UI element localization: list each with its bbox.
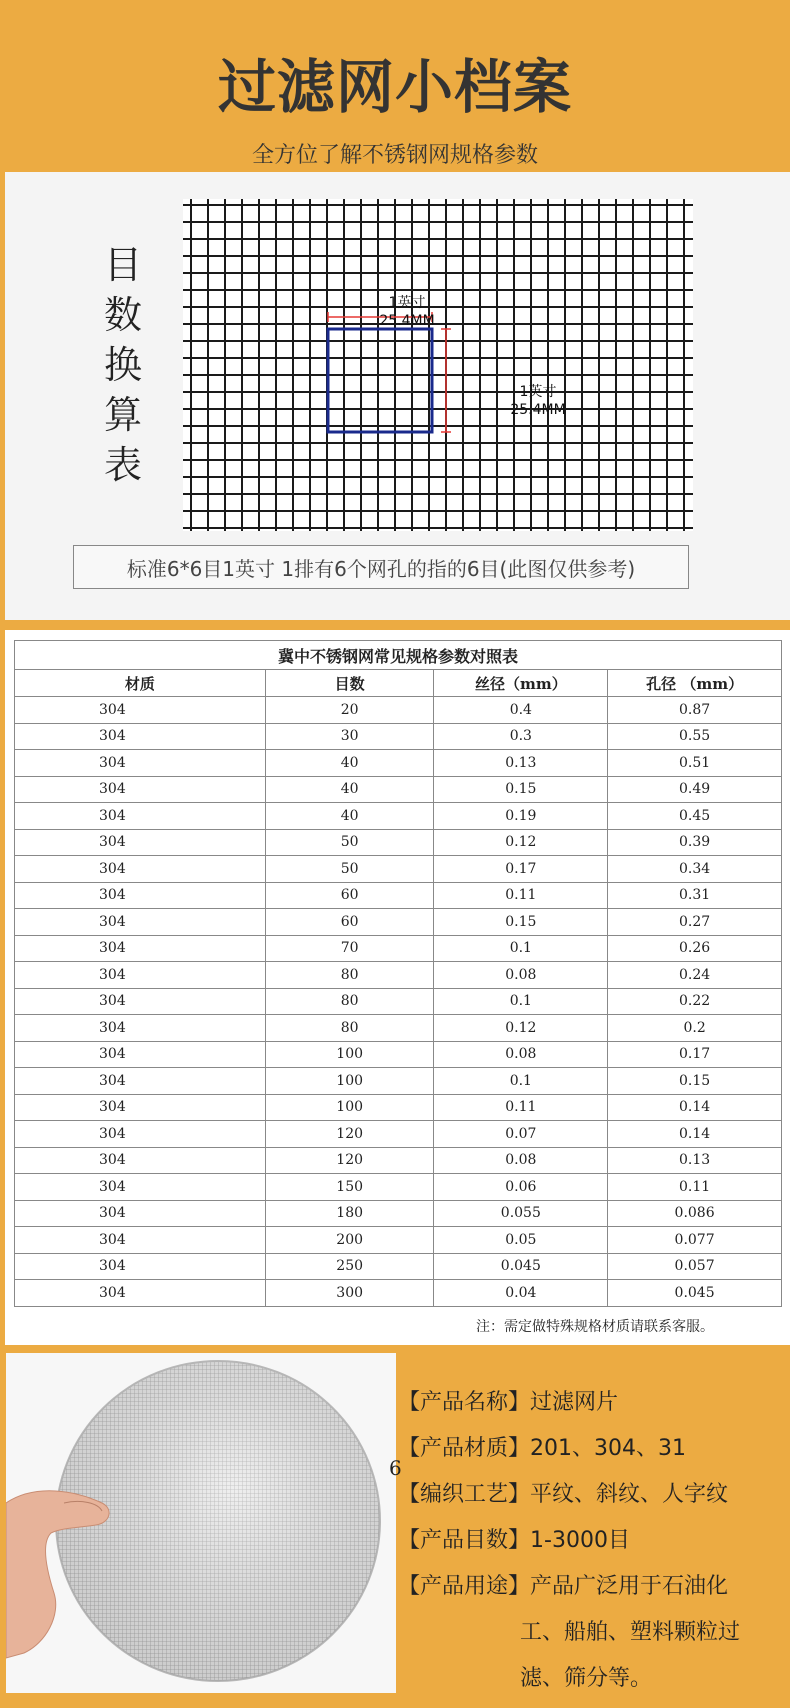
cell-material: 304 [15, 962, 266, 989]
cell-aperture: 0.11 [608, 1174, 782, 1201]
cell-wire-diameter: 0.1 [434, 935, 608, 962]
cell-wire-diameter: 0.19 [434, 803, 608, 830]
cell-mesh: 180 [265, 1200, 434, 1227]
cell-material: 304 [15, 1041, 266, 1068]
cell-material: 304 [15, 803, 266, 830]
cell-wire-diameter: 0.1 [434, 988, 608, 1015]
cell-material: 304 [15, 909, 266, 936]
table-row [15, 750, 782, 777]
cell-aperture: 0.086 [608, 1200, 782, 1227]
cell-aperture: 0.14 [608, 1121, 782, 1148]
vertical-title-char: 换 [103, 343, 142, 387]
cell-material: 304 [15, 1147, 266, 1174]
cell-material: 304 [15, 776, 266, 803]
table-row [15, 1068, 782, 1095]
cell-material: 304 [15, 1200, 266, 1227]
cell-material: 304 [15, 1227, 266, 1254]
cell-mesh: 40 [265, 776, 434, 803]
cell-wire-diameter: 0.055 [434, 1200, 608, 1227]
product-name-value: 过滤网片 [530, 1390, 619, 1415]
filter-disc-photo [6, 1353, 396, 1693]
product-use-row [398, 1564, 788, 1610]
cell-mesh: 100 [265, 1094, 434, 1121]
cell-mesh: 100 [265, 1041, 434, 1068]
table-row [15, 829, 782, 856]
cell-aperture: 0.24 [608, 962, 782, 989]
cell-mesh: 80 [265, 1015, 434, 1042]
vertical-title-char: 算 [103, 393, 142, 437]
cell-aperture: 0.22 [608, 988, 782, 1015]
product-name-row [398, 1380, 788, 1426]
cell-wire-diameter: 0.15 [434, 909, 608, 936]
table-row [15, 882, 782, 909]
cell-material: 304 [15, 750, 266, 777]
top-dimension-label-mm: 25.4MM [379, 313, 435, 329]
product-material-key: 【产品材质】 [398, 1436, 531, 1461]
cell-wire-diameter: 0.17 [434, 856, 608, 883]
cell-material: 304 [15, 935, 266, 962]
cell-mesh: 50 [265, 829, 434, 856]
product-material-value: 201、304、31 [530, 1436, 686, 1461]
product-use-key: 【产品用途】 [398, 1574, 531, 1599]
vertical-title-char: 表 [103, 443, 142, 487]
cell-mesh: 40 [265, 803, 434, 830]
product-weave-row [398, 1472, 788, 1518]
cell-aperture: 0.14 [608, 1094, 782, 1121]
cell-aperture: 0.45 [608, 803, 782, 830]
cell-mesh: 30 [265, 723, 434, 750]
product-use-value: 产品广泛用于石油化 [530, 1574, 729, 1599]
table-row [15, 935, 782, 962]
cell-aperture: 0.15 [608, 1068, 782, 1095]
product-name-key: 【产品名称】 [398, 1390, 531, 1415]
cell-wire-diameter: 0.4 [434, 697, 608, 724]
cell-material: 304 [15, 829, 266, 856]
mesh-grid-illustration [183, 199, 693, 531]
header-banner [0, 0, 790, 172]
cell-wire-diameter: 0.08 [434, 1147, 608, 1174]
table-row [15, 856, 782, 883]
page-subtitle: 全方位了解不锈钢网规格参数 [251, 143, 538, 168]
cell-material: 304 [15, 697, 266, 724]
cell-material: 304 [15, 1174, 266, 1201]
cell-aperture: 0.2 [608, 1015, 782, 1042]
cell-aperture: 0.34 [608, 856, 782, 883]
cell-aperture: 0.057 [608, 1253, 782, 1280]
cell-mesh: 200 [265, 1227, 434, 1254]
table-row [15, 1015, 782, 1042]
table-row [15, 1227, 782, 1254]
vertical-title-char: 数 [103, 293, 142, 337]
cell-wire-diameter: 0.3 [434, 723, 608, 750]
product-material-row [398, 1426, 788, 1472]
product-mesh-value: 1-3000目 [530, 1528, 630, 1553]
cell-aperture: 0.13 [608, 1147, 782, 1174]
table-row [15, 1094, 782, 1121]
table-row [15, 776, 782, 803]
cell-material: 304 [15, 1253, 266, 1280]
cell-aperture: 0.27 [608, 909, 782, 936]
cell-mesh: 80 [265, 988, 434, 1015]
table-row [15, 1280, 782, 1307]
cell-mesh: 70 [265, 935, 434, 962]
cell-aperture: 0.077 [608, 1227, 782, 1254]
right-dimension-label-inch: 1英寸 [519, 384, 557, 400]
cell-wire-diameter: 0.12 [434, 1015, 608, 1042]
product-info-list [398, 1380, 788, 1702]
spec-table [14, 640, 782, 1307]
cell-material: 304 [15, 1121, 266, 1148]
table-row [15, 1253, 782, 1280]
top-dimension-label [365, 294, 449, 330]
table-row [15, 803, 782, 830]
cell-wire-diameter: 0.08 [434, 1041, 608, 1068]
right-dimension-label [496, 383, 580, 419]
cell-wire-diameter: 0.15 [434, 776, 608, 803]
cell-wire-diameter: 0.08 [434, 962, 608, 989]
cell-aperture: 0.045 [608, 1280, 782, 1307]
cell-mesh: 120 [265, 1121, 434, 1148]
cell-material: 304 [15, 723, 266, 750]
cell-mesh: 300 [265, 1280, 434, 1307]
cell-mesh: 20 [265, 697, 434, 724]
cell-wire-diameter: 0.11 [434, 882, 608, 909]
product-weave-value: 平纹、斜纹、人字纹 [530, 1482, 729, 1507]
product-mesh-key: 【产品目数】 [398, 1528, 531, 1553]
table-row [15, 1147, 782, 1174]
product-use-continued: 工、船舶、塑料颗粒过 [520, 1620, 741, 1645]
column-header-mesh: 目数 [265, 670, 434, 697]
cell-mesh: 80 [265, 962, 434, 989]
table-row [15, 1041, 782, 1068]
cell-aperture: 0.51 [608, 750, 782, 777]
cell-mesh: 60 [265, 882, 434, 909]
cell-aperture: 0.49 [608, 776, 782, 803]
cell-mesh: 60 [265, 909, 434, 936]
cell-wire-diameter: 0.11 [434, 1094, 608, 1121]
cell-wire-diameter: 0.045 [434, 1253, 608, 1280]
cell-wire-diameter: 0.06 [434, 1174, 608, 1201]
cell-aperture: 0.87 [608, 697, 782, 724]
table-row [15, 962, 782, 989]
cell-mesh: 120 [265, 1147, 434, 1174]
cell-wire-diameter: 0.13 [434, 750, 608, 777]
table-row [15, 697, 782, 724]
cell-wire-diameter: 0.1 [434, 1068, 608, 1095]
cell-aperture: 0.39 [608, 829, 782, 856]
cell-wire-diameter: 0.04 [434, 1280, 608, 1307]
cell-mesh: 40 [265, 750, 434, 777]
cell-wire-diameter: 0.12 [434, 829, 608, 856]
column-header-wire-diameter: 丝径（mm） [434, 670, 608, 697]
column-header-material: 材质 [15, 670, 266, 697]
cell-material: 304 [15, 882, 266, 909]
cell-material: 304 [15, 1015, 266, 1042]
cell-mesh: 50 [265, 856, 434, 883]
cell-wire-diameter: 0.07 [434, 1121, 608, 1148]
page-title: 过滤网小档案 [217, 53, 572, 121]
cell-aperture: 0.55 [608, 723, 782, 750]
table-row [15, 723, 782, 750]
spec-table-caption: 冀中不锈钢网常见规格参数对照表 [15, 641, 782, 670]
vertical-title-char: 目 [103, 243, 142, 287]
cell-wire-diameter: 0.05 [434, 1227, 608, 1254]
mesh-conversion-vertical-title [98, 240, 148, 490]
cell-mesh: 250 [265, 1253, 434, 1280]
spec-table-body [15, 697, 782, 1307]
table-row [15, 1200, 782, 1227]
cell-aperture: 0.17 [608, 1041, 782, 1068]
top-dimension-label-inch: 1英寸 [388, 295, 426, 311]
table-row [15, 1121, 782, 1148]
column-header-aperture: 孔径 （mm） [608, 670, 782, 697]
cell-aperture: 0.26 [608, 935, 782, 962]
cell-material: 304 [15, 1068, 266, 1095]
stray-digit: 6 [389, 1456, 402, 1480]
cell-material: 304 [15, 1280, 266, 1307]
table-row [15, 1174, 782, 1201]
cell-aperture: 0.31 [608, 882, 782, 909]
cell-material: 304 [15, 1094, 266, 1121]
product-weave-key: 【编织工艺】 [398, 1482, 531, 1507]
table-row [15, 988, 782, 1015]
table-row [15, 909, 782, 936]
cell-material: 304 [15, 856, 266, 883]
mesh-note-box: 标准6*6目1英寸 1排有6个网孔的指的6目(此图仅供参考) [73, 545, 689, 589]
spec-table-footnote: 注：需定做特殊规格材质请联系客服。 [476, 1319, 714, 1335]
product-mesh-row [398, 1518, 788, 1564]
right-dimension-label-mm: 25.4MM [510, 402, 566, 418]
cell-mesh: 150 [265, 1174, 434, 1201]
cell-material: 304 [15, 988, 266, 1015]
product-use-continued: 滤、筛分等。 [520, 1666, 653, 1691]
cell-mesh: 100 [265, 1068, 434, 1095]
